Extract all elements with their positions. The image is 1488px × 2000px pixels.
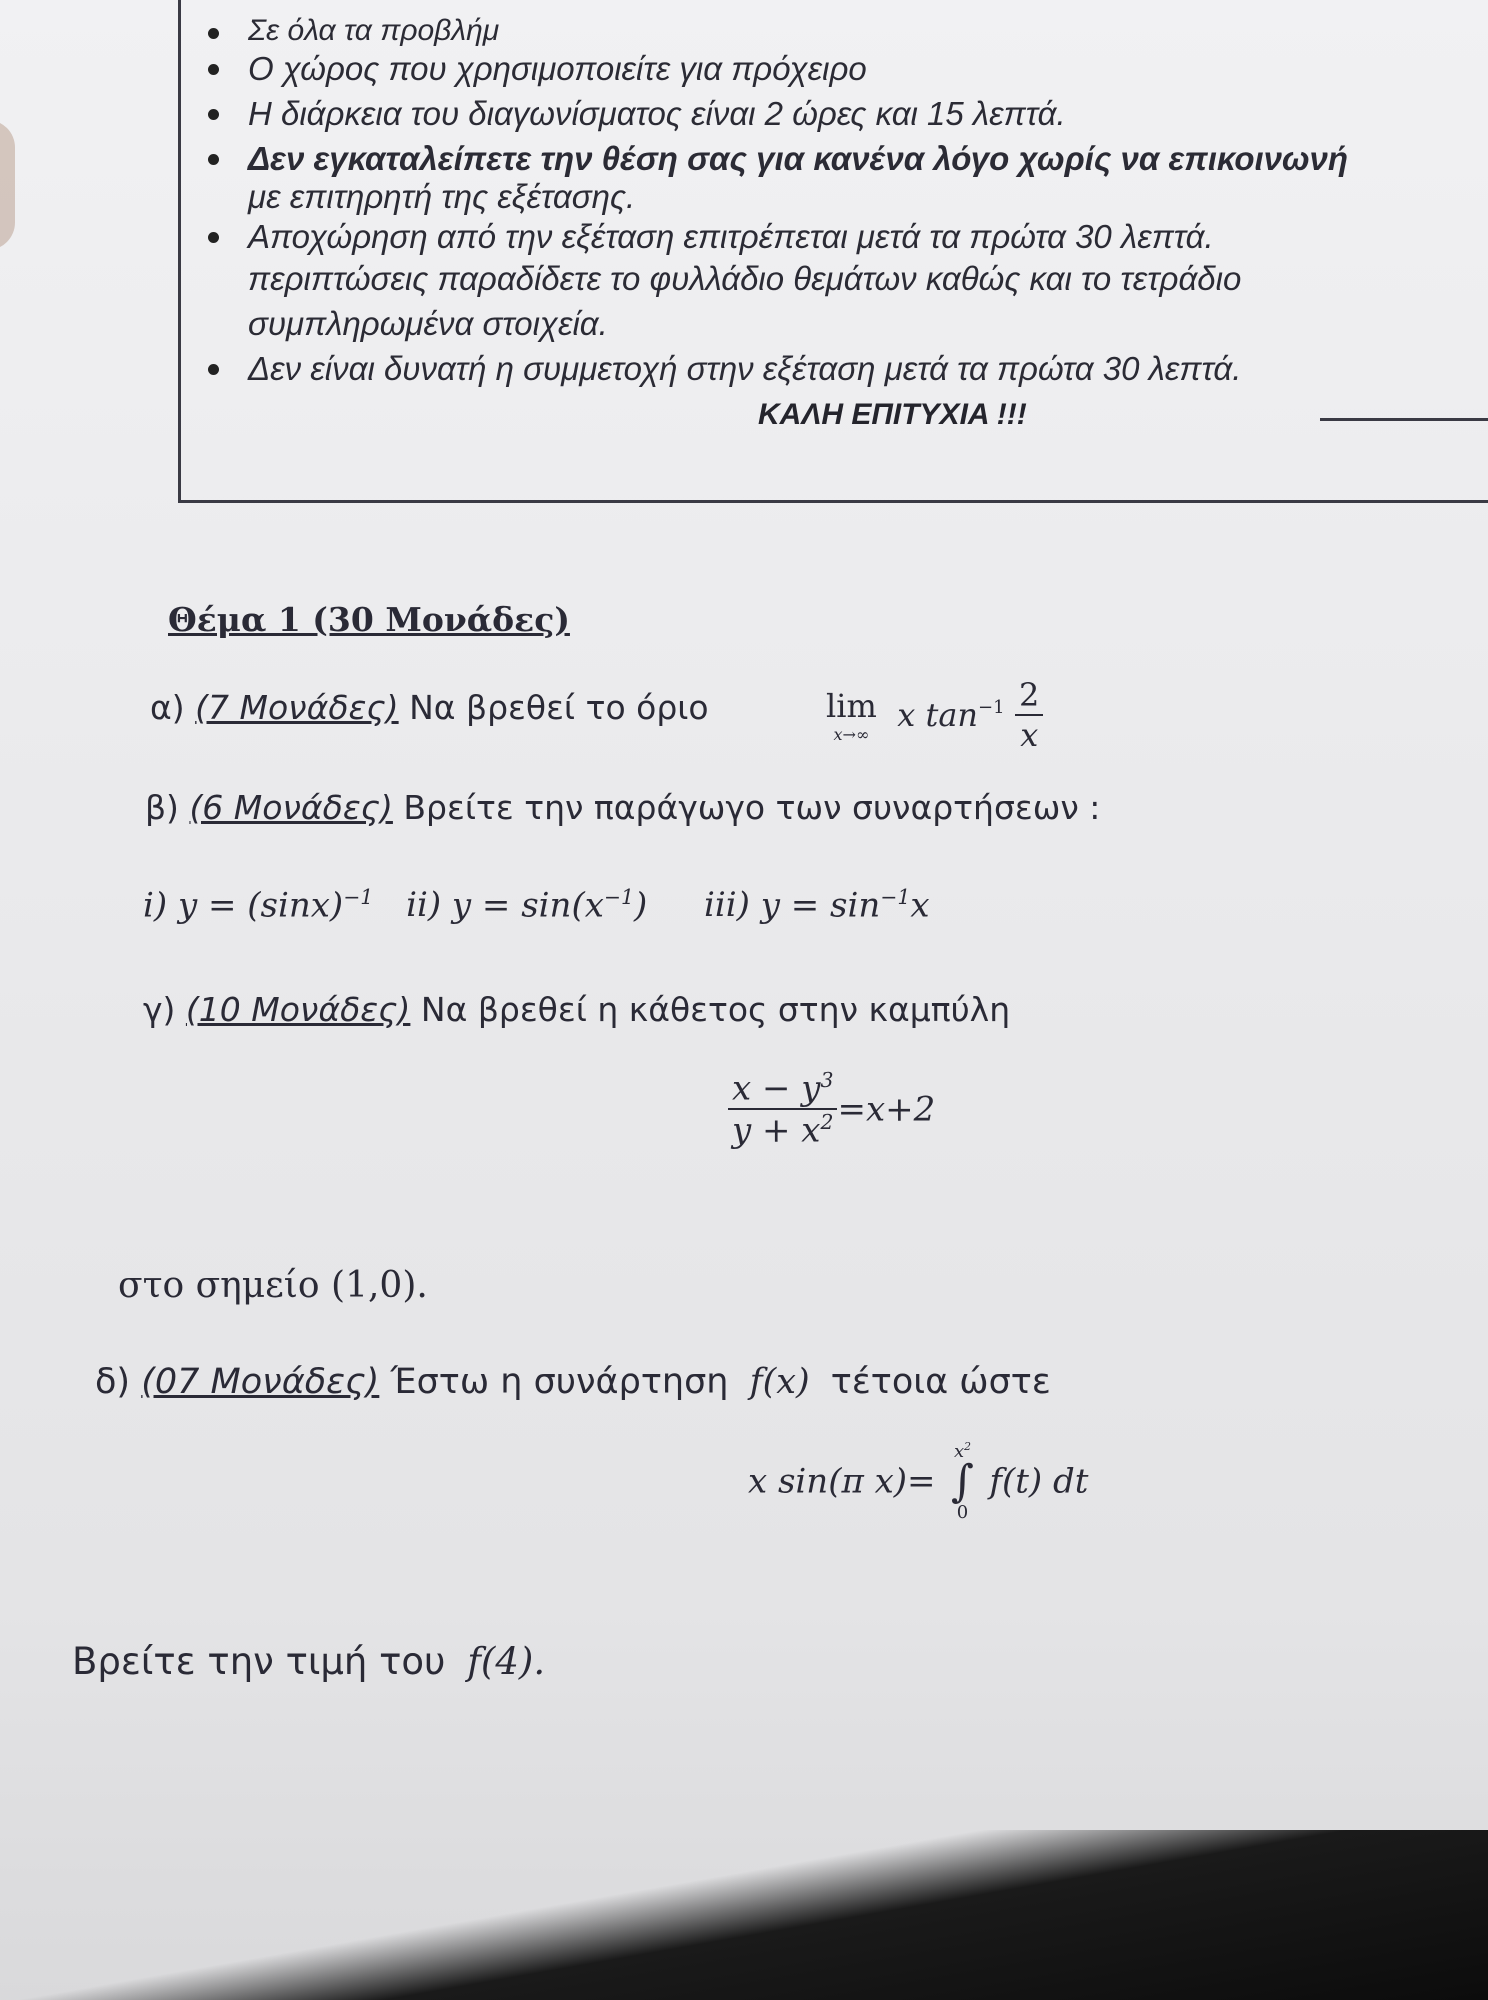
box-line bbox=[1320, 418, 1488, 421]
point-text: στο σημείο (1,0). bbox=[118, 1265, 428, 1306]
instruction-item: Σε όλα τα προβλήμ bbox=[248, 14, 499, 48]
integral-equation: x sin(π x)= $x^2$ ∫ 0 f(t) dt bbox=[748, 1440, 1089, 1523]
table-shadow bbox=[0, 1830, 1488, 2000]
instruction-item: Η διάρκεια του διαγωνίσματος είναι 2 ώρες και 15 λεπτά. bbox=[248, 95, 1066, 133]
instruction-item: Δεν είναι δυνατή η συμμετοχή στην εξέταση μετά τα πρώτα 30 λεπτά. bbox=[248, 350, 1241, 388]
question-b: β) (6 Μονάδες) Βρείτε την παράγωγο των συναρτήσεων : bbox=[145, 788, 1101, 827]
instruction-item: Δεν εγκαταλείπετε την θέση σας για κανένα λόγο χωρίς να επικοινωνή bbox=[248, 140, 1348, 178]
instruction-item: Ο χώρος που χρησιμοποιείτε για πρόχειρο bbox=[248, 50, 867, 88]
question-a: α) (7 Μονάδες) Να βρεθεί το όριο bbox=[150, 688, 709, 727]
question-d: δ) (07 Μονάδες) Έστω η συνάρτηση f(x) τέτοια ώστε bbox=[95, 1362, 1051, 1402]
instruction-item: Αποχώρηση από την εξέταση επιτρέπεται μετά τα πρώτα 30 λεπτά. bbox=[248, 218, 1214, 256]
instruction-continuation: περιπτώσεις παραδίδετε το φυλλάδιο θεμάτων καθώς και το τετράδιο bbox=[248, 260, 1242, 297]
limit-expression: lim x→∞ x $\tan^{-1}$ $\frac{2}{x}$ bbox=[826, 676, 1043, 754]
curve-equation: $\frac{x - y^3}{y + x^2}$ =x+2 bbox=[728, 1068, 935, 1151]
topic-heading: Θέμα 1 (30 Μονάδες) bbox=[168, 600, 570, 639]
instruction-continuation: με επιτηρητή της εξέτασης. bbox=[248, 178, 636, 215]
derivative-functions: i) $y = (\sin x)^{-1}$ ii) $y = \sin(x^{-1})$ iii) $y = \sin^{-1}x$ bbox=[143, 885, 930, 926]
finger bbox=[0, 120, 15, 250]
good-luck-text: ΚΑΛΗ ΕΠΙΤΥΧΙΑ !!! bbox=[758, 398, 1027, 431]
final-question: Βρείτε την τιμή του f(4). bbox=[72, 1640, 546, 1683]
instruction-continuation: συμπληρωμένα στοιχεία. bbox=[248, 305, 608, 342]
question-c: γ) (10 Μονάδες) Να βρεθεί η κάθετος στην καμπύλη bbox=[143, 990, 1011, 1029]
